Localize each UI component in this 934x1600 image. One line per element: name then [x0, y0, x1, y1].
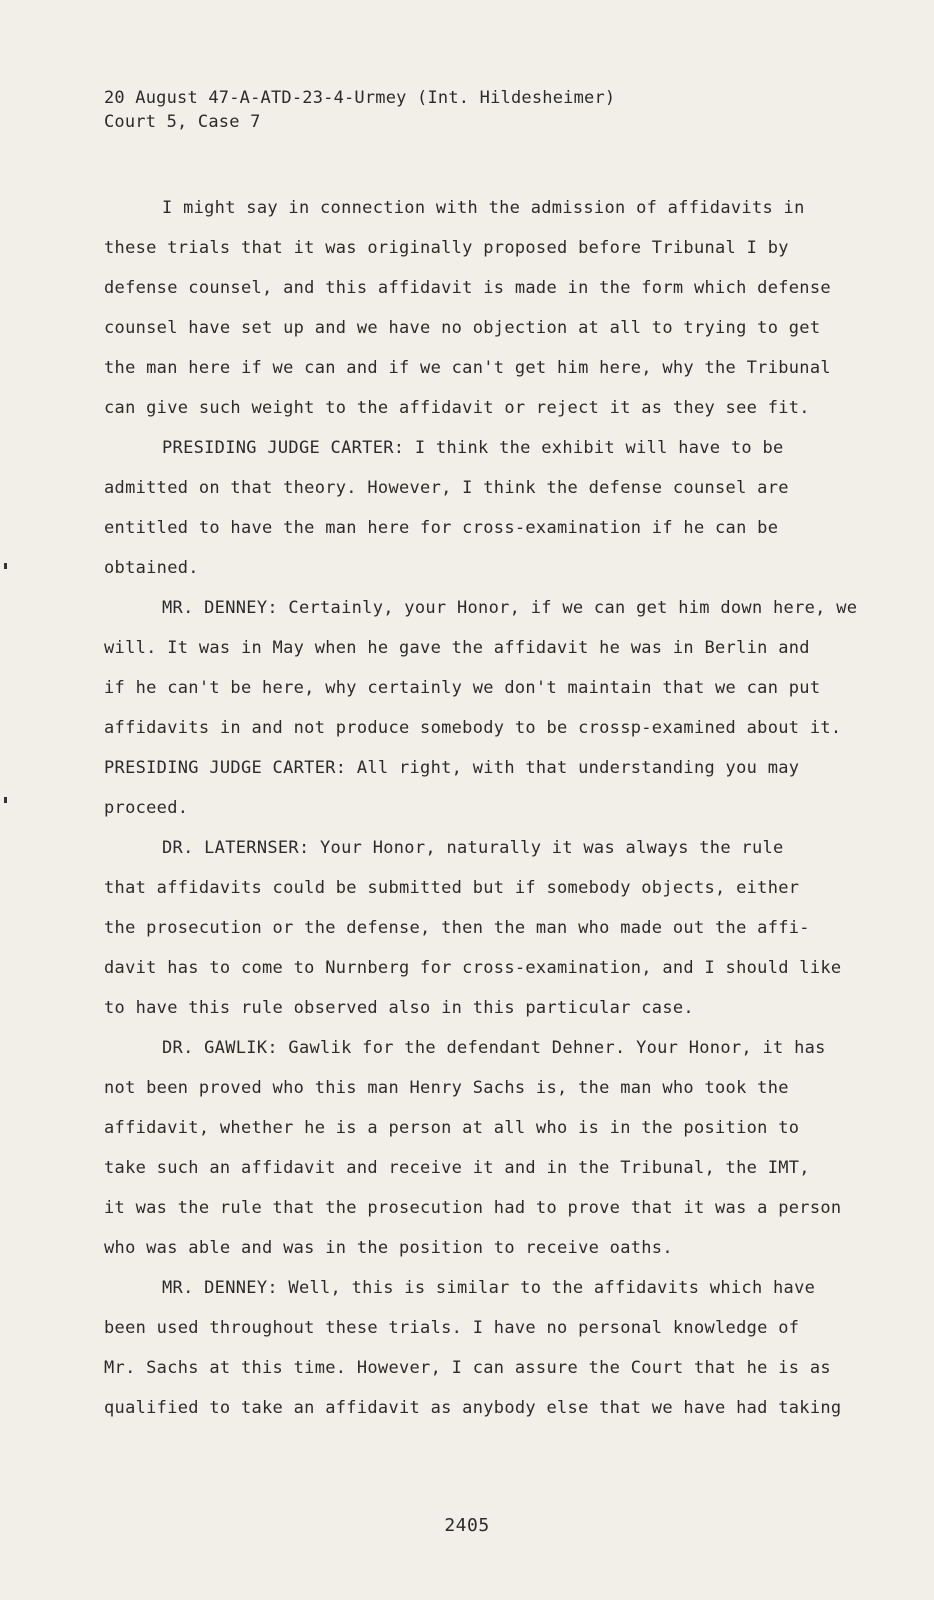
transcript-line: can give such weight to the affidavit or reject it as they see fit.	[104, 398, 810, 418]
transcript-line: entitled to have the man here for cross-examination if he can be	[104, 518, 779, 538]
transcript-line: DR. LATERNSER: Your Honor, naturally it was always the rule	[162, 838, 784, 858]
transcript-line: PRESIDING JUDGE CARTER: All right, with that understanding you may	[104, 758, 800, 778]
transcript-line: to have this rule observed also in this particular case.	[104, 998, 694, 1018]
transcript-line: the man here if we can and if we can't get him here, why the Tribunal	[104, 358, 831, 378]
transcript-line: qualified to take an affidavit as anybody else that we have had taking	[104, 1398, 842, 1418]
transcript-line: that affidavits could be submitted but if somebody objects, either	[104, 878, 800, 898]
margin-mark	[4, 797, 7, 803]
transcript-line: it was the rule that the prosecution had to prove that it was a person	[104, 1198, 842, 1218]
transcript-line: not been proved who this man Henry Sachs is, the man who took the	[104, 1078, 789, 1098]
transcript-line: admitted on that theory. However, I think the defense counsel are	[104, 478, 789, 498]
header-line-2: Court 5, Case 7	[104, 112, 261, 132]
transcript-line: defense counsel, and this affidavit is made in the form which defense	[104, 278, 831, 298]
transcript-line: obtained.	[104, 558, 199, 578]
transcript-line: been used throughout these trials. I have no personal knowledge of	[104, 1318, 800, 1338]
margin-mark	[4, 563, 7, 569]
transcript-line: who was able and was in the position to receive oaths.	[104, 1238, 673, 1258]
transcript-line: will. It was in May when he gave the affidavit he was in Berlin and	[104, 638, 810, 658]
document-header	[104, 86, 615, 134]
transcript-line: davit has to come to Nurnberg for cross-examination, and I should like	[104, 958, 842, 978]
page-number: 2405	[444, 1515, 490, 1536]
transcript-line: proceed.	[104, 798, 189, 818]
transcript-line: I might say in connection with the admission of affidavits in	[162, 198, 805, 218]
transcript-line: Mr. Sachs at this time. However, I can assure the Court that he is as	[104, 1358, 831, 1378]
transcript-line: take such an affidavit and receive it and in the Tribunal, the IMT,	[104, 1158, 810, 1178]
transcript-line: the prosecution or the defense, then the man who made out the affi-	[104, 918, 810, 938]
transcript-line: if he can't be here, why certainly we don't maintain that we can put	[104, 678, 821, 698]
transcript-line: affidavit, whether he is a person at all who is in the position to	[104, 1118, 800, 1138]
transcript-line: these trials that it was originally proposed before Tribunal I by	[104, 238, 789, 258]
transcript-line: MR. DENNEY: Well, this is similar to the affidavits which have	[162, 1278, 816, 1298]
transcript-line: MR. DENNEY: Certainly, your Honor, if we can get him down here, we	[162, 598, 858, 618]
transcript-line: DR. GAWLIK: Gawlik for the defendant Dehner. Your Honor, it has	[162, 1038, 826, 1058]
header-line-1: 20 August 47-A-ATD-23-4-Urmey (Int. Hildesheimer)	[104, 88, 616, 108]
transcript-line: PRESIDING JUDGE CARTER: I think the exhibit will have to be	[162, 438, 784, 458]
transcript-body	[104, 188, 858, 1428]
transcript-line: affidavits in and not produce somebody to be crossp-examined about it.	[104, 718, 842, 738]
transcript-line: counsel have set up and we have no objection at all to trying to get	[104, 318, 821, 338]
